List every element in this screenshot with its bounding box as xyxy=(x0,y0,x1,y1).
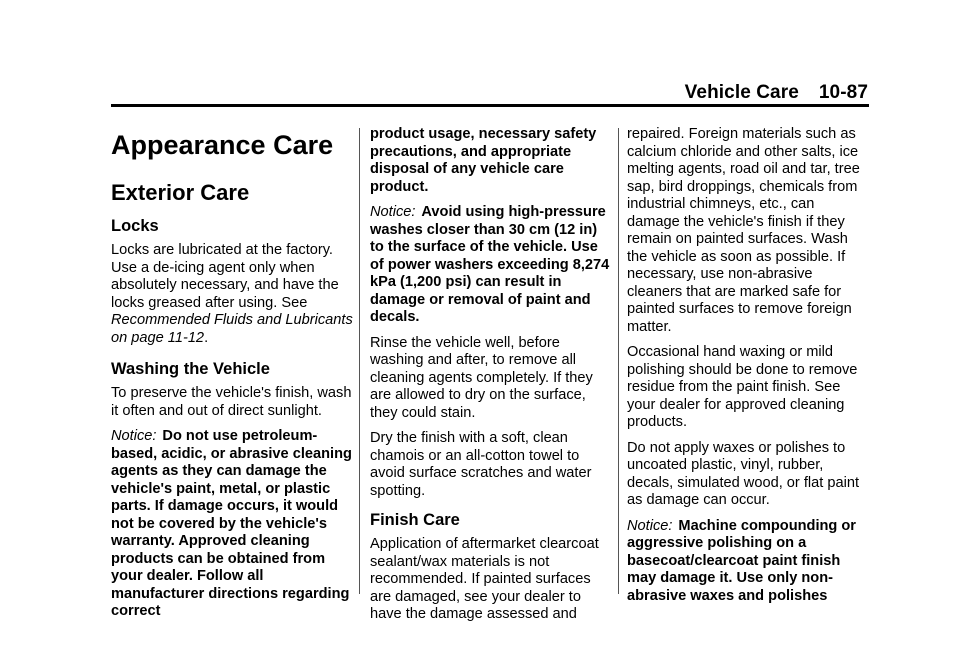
column-1 xyxy=(111,126,353,629)
column-divider-1 xyxy=(359,128,360,594)
notice-label-1: Notice: xyxy=(111,428,157,444)
waxing-paragraph: Occasional hand waxing or mild polishing should be done to remove residue from the paint finish. See your dealer for approved cleaning products. xyxy=(627,344,858,430)
locks-reference-end: . xyxy=(204,329,209,346)
notice-text-2: Avoid using high-pressure washes closer than 30 cm (12 in) to the surface of the vehicle. Use of power washers exceeding 8,274 kPa (1,200 psi) can result in damage or removal of paint and decals. xyxy=(370,204,610,325)
notice-text-1: Do not use petroleum-based, acidic, or abrasive cleaning agents as they can damage the vehicle's paint, metal, or plastic parts. If damage occurs, it would not be covered by the vehicle's warranty. Approved cleaning products can be obtained from your dealer. Follow all manufacturer directions regarding correct xyxy=(111,428,352,619)
finish-paragraph: Application of aftermarket clearcoat sealant/wax materials is not recommended. If painted surfaces are damaged, see your dealer to have the damage assessed and xyxy=(370,536,599,622)
repair-paragraph: repaired. Foreign materials such as calcium chloride and other salts, ice melting agents, road oil and tar, tree sap, bird droppings, chemicals from industrial chimneys, etc., can damage the vehicle's finish if they remain on painted surfaces. Wash the vehicle as soon as possible. If necessary, use non-abrasive cleaners that are marked safe for painted surfaces to remove foreign matter. xyxy=(627,126,860,335)
locks-reference: Recommended Fluids and Lubricants on page 11-12 xyxy=(111,312,353,346)
subsection-heading-washing: Washing the Vehicle xyxy=(111,360,270,378)
header-rule xyxy=(111,104,869,107)
notice-text-3: Machine compounding or aggressive polishing on a basecoat/clearcoat paint finish may damage it. Use only non-abrasive waxes and polishes xyxy=(627,517,856,604)
dry-paragraph: Dry the finish with a soft, clean chamois or an all-cotton towel to avoid surface scratches and water spotting. xyxy=(370,430,592,499)
locks-paragraph xyxy=(111,242,353,347)
notice-paragraph-1 xyxy=(111,428,353,621)
locks-text: Locks are lubricated at the factory. Use a de-icing agent only when absolutely necessary, and have the locks greased after using. See xyxy=(111,242,339,311)
section-heading-exterior-care: Exterior Care xyxy=(111,180,250,205)
notice-paragraph-3 xyxy=(627,518,869,606)
section-title: Vehicle Care xyxy=(684,82,799,103)
page-title: Appearance Care xyxy=(111,130,334,160)
subsection-heading-finish-care: Finish Care xyxy=(370,511,460,529)
subsection-heading-locks: Locks xyxy=(111,217,159,235)
page-header xyxy=(685,82,868,104)
column-divider-2 xyxy=(618,128,619,594)
rinse-paragraph: Rinse the vehicle well, before washing and after, to remove all cleaning agents completely. If they are allowed to dry on the surface, they could stain. xyxy=(370,334,593,421)
column-3 xyxy=(627,126,869,613)
notice-continuation: product usage, necessary safety precautions, and appropriate disposal of any vehicle care product. xyxy=(370,126,597,195)
notice-paragraph-2 xyxy=(370,204,610,327)
notice-label-3: Notice: xyxy=(627,517,673,534)
column-2 xyxy=(370,126,610,632)
notice-label-2: Notice: xyxy=(370,204,416,220)
no-wax-paragraph: Do not apply waxes or polishes to uncoated plastic, vinyl, rubber, decals, simulated wood, or flat paint as damage can occur. xyxy=(627,439,860,508)
page-number: 10-87 xyxy=(818,82,868,103)
washing-paragraph: To preserve the vehicle's finish, wash it often and out of direct sunlight. xyxy=(111,385,352,419)
